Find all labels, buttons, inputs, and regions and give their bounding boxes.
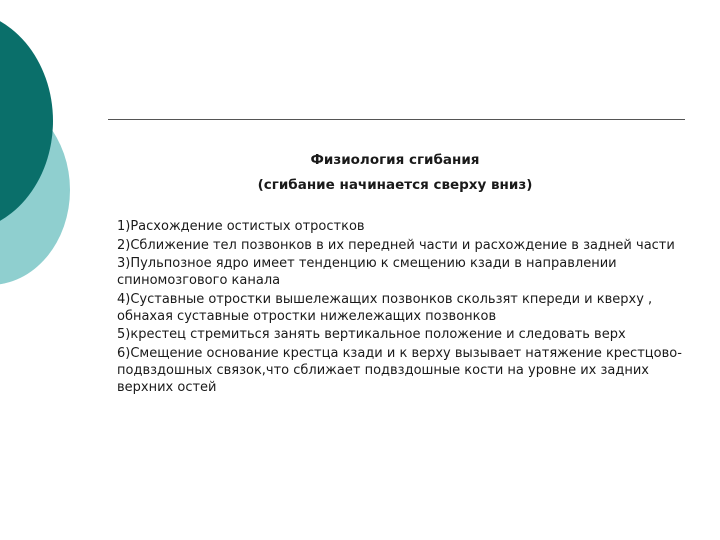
slide-body: [117, 218, 682, 397]
list-item: 2)Сближение тел позвонков в их передней части и расхождение в задней части: [117, 237, 675, 253]
list-item: 5)крестец стремиться занять вертикальное положение и следовать верх: [117, 327, 626, 342]
list-item: 6)Смещение основание крестца кзади и к верху вызывает натяжение крестцово-подвздошных связок,что сближает подвздошные кости на уровне их задних верхних остей: [117, 345, 682, 395]
title-divider: [108, 119, 685, 120]
slide-title-line-1: Физиология сгибания: [310, 152, 480, 168]
slide-title: [110, 148, 680, 198]
list-item: 3)Пульпозное ядро имеет тенденцию к смещению кзади в направлении спиномозгового канала: [117, 256, 617, 288]
slide-title-line-2: (сгибание начинается сверху вниз): [257, 177, 533, 193]
list-item: 4)Суставные отростки вышележащих позвонков скользят кпереди и кверху , обнахая суставные отростки нижележащих позвонков: [117, 291, 653, 324]
list-item: 1)Расхождение остистых отростков: [117, 219, 365, 234]
